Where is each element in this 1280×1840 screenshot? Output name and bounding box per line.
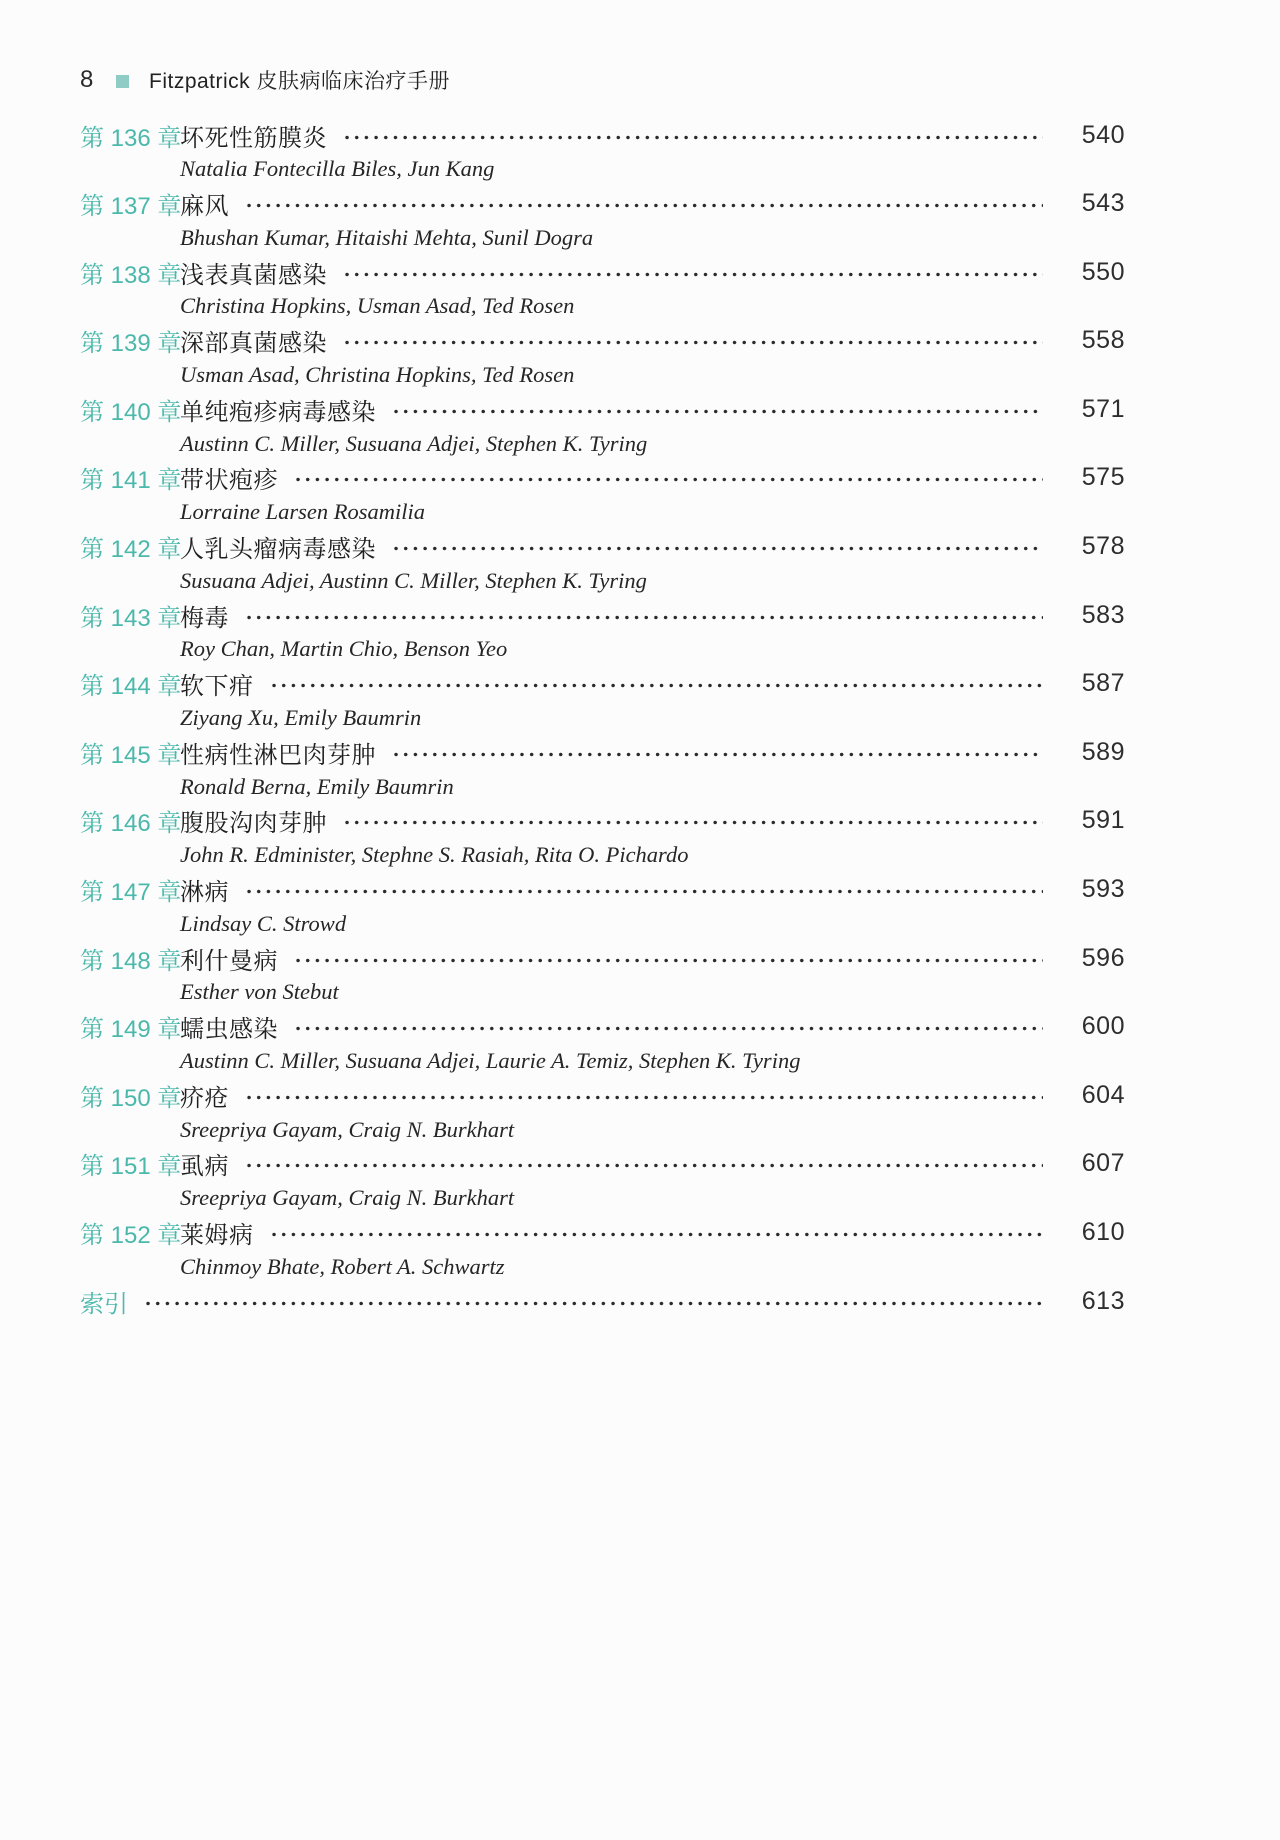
chapter-title: 人乳头瘤病毒感染 (180, 536, 376, 564)
toc-entry (80, 391, 1125, 460)
chapter-authors: Austinn C. Miller, Susuana Adjei, Stephen K. Tyring (180, 430, 648, 456)
chapter-label: 第 145 章 (80, 741, 182, 769)
chapter-title: 利什曼病 (180, 947, 278, 975)
chapter-authors: Chinmoy Bhate, Robert A. Schwartz (180, 1253, 505, 1279)
chapter-title: 麻风 (180, 193, 229, 221)
dot-leader (343, 133, 1043, 142)
dot-leader (343, 270, 1043, 279)
chapter-label: 第 152 章 (80, 1222, 182, 1249)
chapter-page-number: 607 (1081, 1149, 1125, 1178)
chapter-page-number: 583 (1081, 600, 1125, 629)
chapter-label: 第 140 章 (80, 398, 182, 426)
chapter-title: 莱姆病 (180, 1222, 254, 1249)
toc-entry (80, 1215, 1125, 1284)
square-bullet-icon (116, 75, 129, 88)
dot-leader (294, 475, 1043, 484)
toc-entry-title-row (80, 460, 1125, 496)
chapter-title: 腹股沟肉芽肿 (180, 810, 327, 838)
toc-entry (80, 734, 1125, 803)
chapter-page-number: 610 (1081, 1218, 1125, 1246)
toc-entry (80, 117, 1125, 186)
toc-entry-title-row (80, 117, 1125, 153)
chapter-label: 第 149 章 (80, 1016, 182, 1044)
chapter-page-number: 578 (1081, 532, 1125, 561)
chapter-authors: John R. Edminister, Stephne S. Rasiah, Rita O. Pichardo (180, 842, 689, 868)
dot-leader (392, 750, 1043, 759)
chapter-page-number: 587 (1081, 669, 1125, 698)
chapter-label: 第 151 章 (80, 1153, 182, 1181)
dot-leader (245, 613, 1043, 622)
chapter-label: 第 143 章 (80, 604, 182, 632)
toc-entry (80, 254, 1125, 323)
chapter-page-number: 550 (1081, 257, 1125, 286)
toc-entry (80, 1077, 1125, 1146)
dot-leader (245, 1161, 1043, 1170)
chapter-label: 第 146 章 (80, 810, 182, 838)
toc-entry-title-row (80, 1009, 1125, 1045)
chapter-authors: Sreepriya Gayam, Craig N. Burkhart (180, 1116, 515, 1142)
chapter-authors: Bhushan Kumar, Hitaishi Mehta, Sunil Dogra (180, 224, 594, 250)
chapter-title: 带状疱疹 (180, 467, 278, 495)
toc-entry-title-row (80, 391, 1125, 427)
chapter-authors: Usman Asad, Christina Hopkins, Ted Rosen (180, 362, 575, 388)
toc-entry-title-row (80, 803, 1125, 839)
toc-entry-title-row (80, 940, 1125, 976)
toc-entry-title-row (80, 597, 1125, 633)
book-title: Fitzpatrick 皮肤病临床治疗手册 (149, 70, 451, 93)
chapter-authors: Sreepriya Gayam, Craig N. Burkhart (180, 1185, 515, 1211)
chapter-page-number: 571 (1081, 394, 1125, 423)
chapter-label: 第 141 章 (80, 467, 182, 495)
chapter-label: 第 144 章 (80, 673, 182, 701)
chapter-title: 疥疮 (180, 1084, 229, 1112)
dot-leader (245, 887, 1043, 896)
chapter-page-number: 600 (1081, 1012, 1125, 1041)
dot-leader (270, 681, 1044, 690)
toc-entry-title-row (80, 1077, 1125, 1113)
chapter-title: 浅表真菌感染 (180, 261, 327, 289)
toc-entry (80, 597, 1125, 666)
toc-entry (80, 940, 1125, 1009)
toc-entry-title-row (80, 254, 1125, 290)
chapter-title: 虱病 (180, 1153, 229, 1181)
chapter-page-number: 596 (1081, 943, 1125, 972)
chapter-authors: Natalia Fontecilla Biles, Jun Kang (180, 156, 495, 182)
running-header (80, 60, 1125, 100)
toc-entry (80, 666, 1125, 735)
chapter-label: 第 148 章 (80, 947, 182, 975)
toc-entry-title-row (80, 323, 1125, 359)
toc-entry-title-row (80, 186, 1125, 222)
chapter-authors: Lindsay C. Strowd (180, 910, 347, 936)
dot-leader (392, 407, 1043, 416)
toc-entry (80, 1009, 1125, 1078)
chapter-title: 淋病 (180, 879, 229, 907)
chapter-title: 蠕虫感染 (180, 1016, 278, 1044)
toc-entry-title-row (80, 1146, 1125, 1182)
dot-leader (294, 1024, 1043, 1033)
chapter-page-number: 604 (1081, 1080, 1125, 1109)
chapter-title: 坏死性筋膜炎 (180, 124, 327, 152)
chapter-page-number: 575 (1081, 463, 1125, 492)
chapter-label: 第 139 章 (80, 330, 182, 358)
toc-entry-title-row (80, 529, 1125, 565)
chapter-authors: Christina Hopkins, Usman Asad, Ted Rosen (180, 293, 575, 319)
toc-entry-title-row (80, 666, 1125, 702)
chapter-authors: Ronald Berna, Emily Baumrin (180, 773, 454, 799)
chapter-label: 第 147 章 (80, 879, 182, 907)
index-page-number: 613 (1081, 1286, 1125, 1315)
toc-entry-title-row (80, 872, 1125, 908)
dot-leader (343, 818, 1043, 827)
chapter-page-number: 543 (1081, 189, 1125, 218)
toc-list (80, 117, 1125, 1283)
toc-entry (80, 872, 1125, 941)
chapter-label: 第 138 章 (80, 261, 182, 289)
index-entry (80, 1283, 1125, 1319)
chapter-authors: Lorraine Larsen Rosamilia (180, 499, 426, 525)
chapter-authors: Susuana Adjei, Austinn C. Miller, Stephen K. Tyring (180, 567, 647, 593)
chapter-page-number: 593 (1081, 875, 1125, 904)
toc-entry (80, 803, 1125, 872)
toc-entry (80, 1146, 1125, 1215)
chapter-page-number: 589 (1081, 737, 1125, 766)
dot-leader (294, 956, 1043, 965)
toc-entry-title-row (80, 1215, 1125, 1251)
dot-leader (144, 1299, 1043, 1308)
chapter-label: 第 136 章 (80, 124, 182, 152)
chapter-page-number: 558 (1081, 326, 1125, 355)
chapter-authors: Ziyang Xu, Emily Baumrin (180, 705, 422, 731)
toc-entry (80, 186, 1125, 255)
chapter-title: 深部真菌感染 (180, 330, 327, 358)
chapter-title: 性病性淋巴肉芽肿 (180, 741, 376, 769)
chapter-page-number: 540 (1081, 120, 1125, 149)
folio-page-number: 8 (80, 66, 94, 93)
toc-entry-title-row (80, 734, 1125, 770)
dot-leader (270, 1230, 1044, 1239)
chapter-title: 单纯疱疹病毒感染 (180, 398, 376, 426)
dot-leader (245, 1093, 1043, 1102)
chapter-authors: Austinn C. Miller, Susuana Adjei, Laurie A. Temiz, Stephen K. Tyring (180, 1048, 801, 1074)
toc-entry (80, 323, 1125, 392)
chapter-label: 第 137 章 (80, 193, 182, 221)
dot-leader (392, 544, 1043, 553)
chapter-label: 第 142 章 (80, 536, 182, 564)
dot-leader (245, 201, 1043, 210)
dot-leader (343, 338, 1043, 347)
chapter-authors: Roy Chan, Martin Chio, Benson Yeo (180, 636, 508, 662)
toc-entry (80, 529, 1125, 598)
index-label: 索引 (80, 1290, 128, 1318)
chapter-title: 软下疳 (180, 673, 254, 701)
toc-entry (80, 460, 1125, 529)
chapter-label: 第 150 章 (80, 1084, 182, 1112)
chapter-page-number: 591 (1081, 806, 1125, 835)
chapter-authors: Esther von Stebut (180, 979, 339, 1005)
chapter-title: 梅毒 (180, 604, 229, 632)
